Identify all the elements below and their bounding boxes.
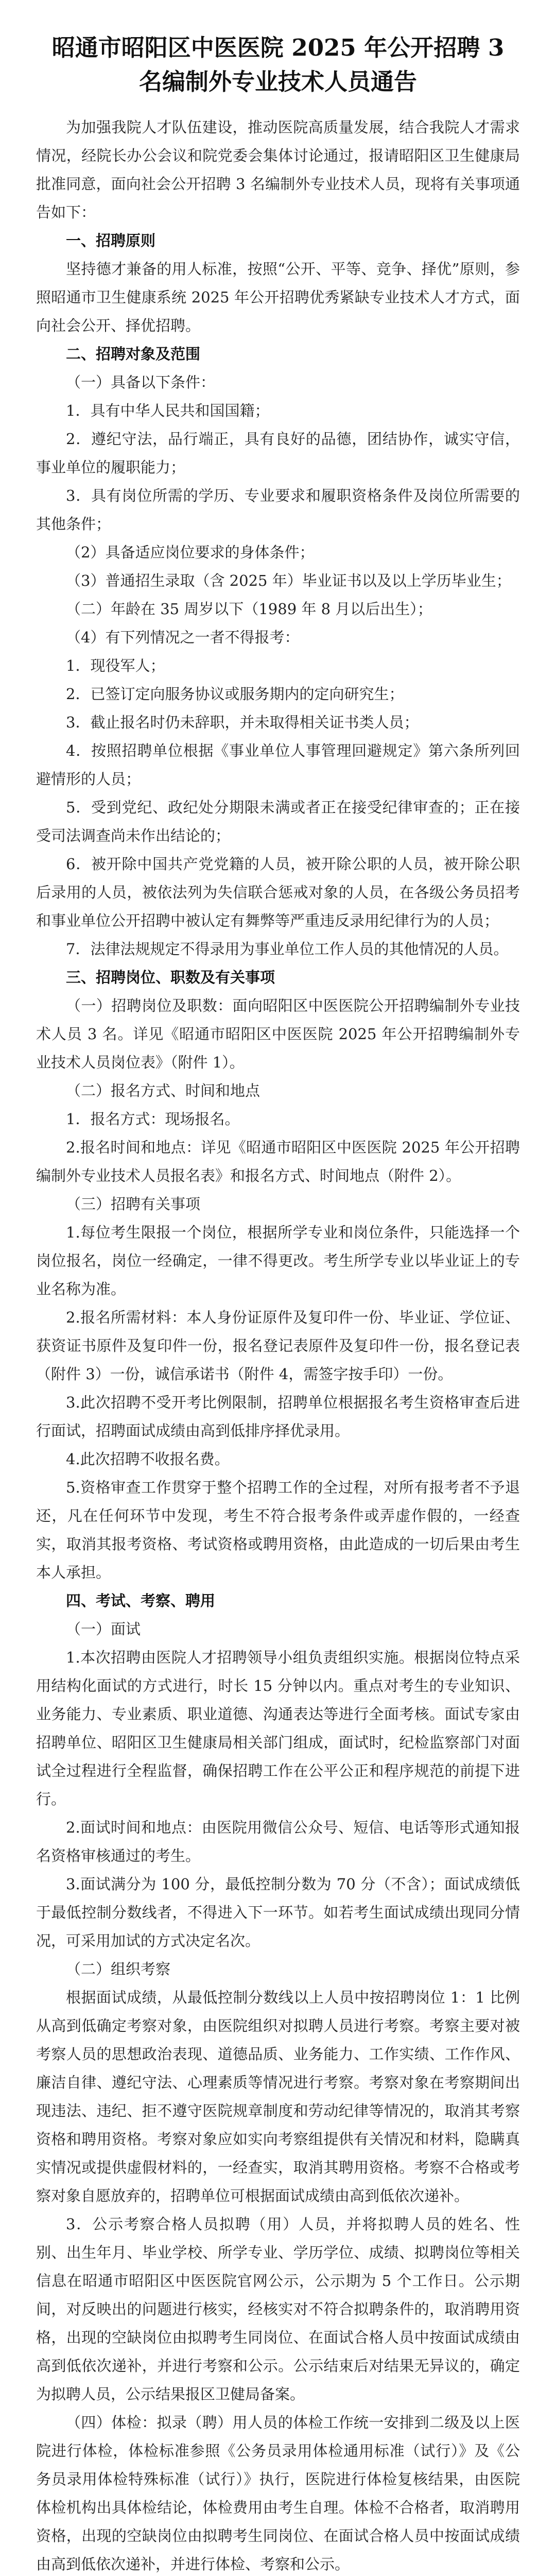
body-paragraph: 1．报名方式：现场报名。 xyxy=(66,1110,240,1128)
body-paragraph: 2．已签订定向服务协议或服务期内的定向研究生； xyxy=(66,685,404,703)
body-paragraph: 2．遵纪守法，品行端正，具有良好的品德，团结协作，诚实守信，事业单位的履职能力； xyxy=(36,430,520,476)
body-paragraph: 2.报名时间和地点：详见《昭通市昭阳区中医医院 2025 年公开招聘编制外专业技术人员报名表》和报名方式、时间地点（附件 2）。 xyxy=(36,1139,520,1184)
body-paragraph: （二）组织考察 xyxy=(66,1960,171,1978)
body-paragraph: 3．具有岗位所需的学历、专业要求和履职资格条件及岗位所需要的其他条件； xyxy=(36,487,520,533)
body-paragraph: （一）招聘岗位及职数：面向昭阳区中医医院公开招聘编制外专业技术人员 3 名。详见《昭通市昭阳区中医医院 2025 年公开招聘编制外专业技术人员岗位表》（附件 1）。 xyxy=(36,997,520,1071)
body-paragraph: （二）年龄在 35 周岁以下（1989 年 8 月以后出生）； xyxy=(66,600,432,618)
body-paragraph: 根据面试成绩，从最低控制分数线以上人员中按招聘岗位 1：1 比例从高到低确定考察对象，由医院组织对拟聘人员进行考察。考察主要对被考察人员的思想政治表现、道德品质、业务能力、工作实绩、工作作风、廉洁自律、遵纪守法、心理素质等情况进行考察。考察对象在考察期间出现违法、违纪、拒不遵守医院规章制度和劳动纪律等情况的，取消其考察资格和聘用资格。考察对象应如实向考察组提供有关情况和材料，隐瞒真实情况或提供虚假材料的，一经查实，取消其聘用资格。考察不合格或考察对象自愿放弃的，招聘单位可根据面试成绩由高到低依次递补。 xyxy=(36,1989,520,2205)
body-paragraph: 5.资格审查工作贯穿于整个招聘工作的全过程，对所有报考者不予退还，凡在任何环节中发现，考生不符合报考条件或弄虚作假的，一经查实，取消其报考资格、考试资格或聘用资格，由此造成的一切后果由考生本人承担。 xyxy=(36,1479,520,1581)
body-paragraph: （二）报名方式、时间和地点 xyxy=(66,1082,260,1099)
body-paragraph: （三）招聘有关事项 xyxy=(66,1195,201,1213)
section-heading: 四、考试、考察、聘用 xyxy=(66,1592,216,1609)
body-paragraph: 4．按照招聘单位根据《事业单位人事管理回避规定》第六条所列回避情形的人员； xyxy=(36,742,520,788)
body-paragraph: 7．法律法规规定不得录用为事业单位工作人员的其他情况的人员。 xyxy=(66,940,509,958)
body-paragraph: 1．现役军人； xyxy=(66,657,165,674)
body-paragraph: 1．具有中华人民共和国国籍； xyxy=(66,402,270,419)
body-paragraph: （2）具备适应岗位要求的身体条件； xyxy=(66,544,315,561)
body-paragraph: 3.此次招聘不受开考比例限制，招聘单位根据报名考生资格审查后进行面试，招聘面试成绩由高到低排序择优录用。 xyxy=(36,1394,520,1439)
body-paragraph: 5．受到党纪、政纪处分期限未满或者正在接受纪律审查的；正在接受司法调查尚未作出结论的； xyxy=(36,799,520,844)
body-paragraph: （四）体检：拟录（聘）用人员的体检工作统一安排到二级及以上医院进行体检，体检标准参照《公务员录用体检通用标准（试行）》及《公务员录用体检特殊标准（试行）》执行，医院进行体检复核结果，由医院体检机构出具体检结论，体检费用由考生自理。体检不合格者，取消聘用资格，出现的空缺岗位由拟聘考生同岗位、在面试合格人员中按面试成绩由高到低依次递补，并进行体检、考察和公示。 xyxy=(36,2414,520,2573)
body-paragraph: 6．被开除中国共产党党籍的人员，被开除公职的人员，被开除公职后录用的人员，被依法列为失信联合惩戒对象的人员，在各级公务员招考和事业单位公开招聘中被认定有舞弊等严重违反录用纪律行为的人员； xyxy=(36,855,520,929)
body-paragraph: （4）有下列情况之一者不得报考： xyxy=(66,629,300,646)
body-paragraph: （一）具备以下条件： xyxy=(66,374,216,391)
body-paragraph: 1.本次招聘由医院人才招聘领导小组负责组织实施。根据岗位特点采用结构化面试的方式进行，时长 15 分钟以内。重点对考生的专业知识、业务能力、专业素质、职业道德、沟通表达等进行全面考核。面试专家由招聘单位、昭阳区卫生健康局相关部门组成，面试时，纪检监察部门对面试全过程进行全程监督，确保招聘工作在公平公正和程序规范的前提下进行。 xyxy=(36,1649,520,1808)
section-heading: 一、招聘原则 xyxy=(66,232,156,249)
body-paragraph: 3．截止报名时仍未辞职，并未取得相关证书类人员； xyxy=(66,714,419,731)
body-paragraph: 3.面试满分为 100 分，最低控制分数为 70 分（不含）；面试成绩低于最低控制分数线者，不得进入下一环节。如若考生面试成绩出现同分情况，可采用加试的方式决定名次。 xyxy=(36,1875,520,1950)
body-paragraph: （一）面试 xyxy=(66,1620,141,1638)
body-paragraph: 1.每位考生限报一个岗位，根据所学专业和岗位条件，只能选择一个岗位报名，岗位一经确定，一律不得更改。考生所学专业以毕业证上的专业名称为准。 xyxy=(36,1224,520,1298)
body-paragraph: （3）普通招生录取（含 2025 年）毕业证书以及以上学历毕业生； xyxy=(66,572,511,589)
body-paragraph: 3．公示考察合格人员拟聘（用）人员，并将拟聘人员的姓名、性别、出生年月、毕业学校、所学专业、学历学位、成绩、拟聘岗位等相关信息在昭通市昭阳区中医医院官网公示，公示期为 5 个工作日。公示期间，对反映出的问题进行核实，经核实对不符合拟聘条件的，取消聘用资格，出现的空缺岗位由拟聘考生同岗位、在面试合格人员中按面试成绩由高到低依次递补，并进行考察和公示。公示结束后对结果无异议的，确定为拟聘人员，公示结果报区卫健局备案。 xyxy=(36,2215,520,2403)
notice-body xyxy=(36,113,520,2576)
body-paragraph: 2.面试时间和地点：由医院用微信公众号、短信、电话等形式通知报名资格审核通过的考生。 xyxy=(36,1819,520,1865)
body-paragraph: 为加强我院人才队伍建设，推动医院高质量发展，结合我院人才需求情况，经院长办公会议和院党委会集体讨论通过，报请昭阳区卫生健康局批准同意，面向社会公开招聘 3 名编制外专业技术人员，现将有关事项通告如下： xyxy=(36,118,520,221)
body-paragraph: 2.报名所需材料：本人身份证原件及复印件一份、毕业证、学位证、获资证书原件及复印件一份，报名登记表原件及复印件一份，报名登记表（附件 3）一份，诚信承诺书（附件 4，需签字按手印）一份。 xyxy=(36,1309,520,1383)
notice-title: 昭通市昭阳区中医医院 2025 年公开招聘 3 名编制外专业技术人员通告 xyxy=(51,34,505,95)
body-paragraph: 4.此次招聘不收报名费。 xyxy=(66,1450,230,1468)
body-paragraph: 坚持德才兼备的用人标准，按照“公开、平等、竞争、择优”原则，参照昭通市卫生健康系统 2025 年公开招聘优秀紧缺专业技术人才方式，面向社会公开、择优招聘。 xyxy=(36,260,520,334)
section-heading: 三、招聘岗位、职数及有关事项 xyxy=(66,969,275,986)
section-heading: 二、招聘对象及范围 xyxy=(66,345,201,363)
